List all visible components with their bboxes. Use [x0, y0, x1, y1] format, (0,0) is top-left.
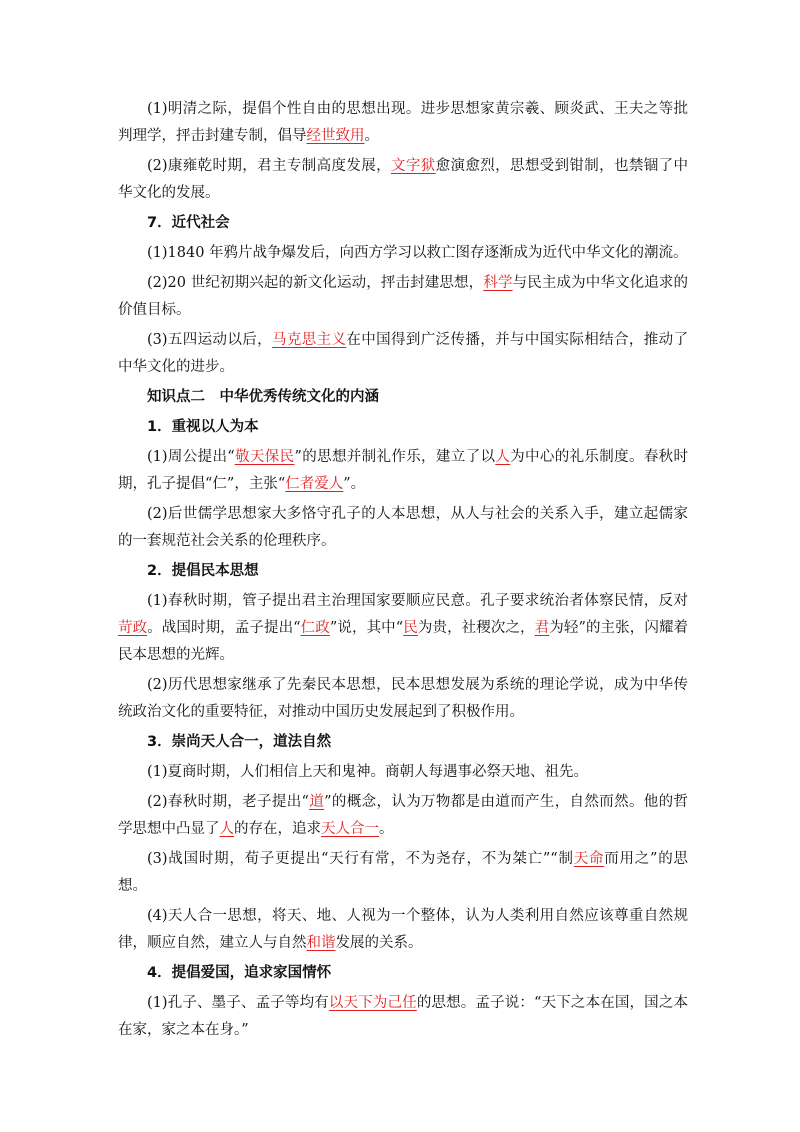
text-segment: ”说，其中“	[329, 620, 404, 636]
paragraph	[118, 759, 688, 786]
text-segment: 在中国得到广泛传播，并与中国实际相结合，推动了中华文化的进步。	[118, 332, 688, 375]
paragraph	[118, 789, 688, 843]
text-segment: 知识点二 中华优秀传统文化的内涵	[147, 389, 379, 405]
highlighted-term: 人	[495, 449, 511, 465]
text-segment: 愈演愈烈，思想受到钳制，也禁锢了中华文化的发展。	[118, 158, 689, 201]
highlighted-term: 民	[403, 620, 418, 636]
highlighted-term: 经世致用	[306, 128, 365, 144]
highlighted-term: 天人合一	[321, 821, 379, 837]
highlighted-term: 敬天保民	[234, 449, 295, 465]
text-segment: 为中心的礼乐制度。春秋时期，孔子提倡“仁”，主张“	[118, 449, 689, 492]
text-segment: (2)后世儒学思想家大多恪守孔子的人本思想，从人与社会的关系入手，建立起儒家的一套规范社会关系的伦理秩序。	[118, 506, 688, 549]
text-segment: 。战国时期，孟子提出“	[147, 620, 301, 636]
paragraph	[118, 96, 688, 150]
text-segment: 。	[364, 128, 379, 144]
text-segment: ”。	[343, 476, 366, 492]
highlighted-term: 人	[219, 821, 234, 837]
text-segment: (1)1840 年鸦片战争爆发后，向西方学习以救亡图存逐渐成为近代中华文化的潮流。	[147, 245, 688, 261]
paragraph	[118, 501, 688, 555]
section-heading	[118, 558, 688, 585]
document-page	[118, 96, 688, 1047]
text-segment: (1)明清之际，提倡个性自由的思想出现。进步思想家黄宗羲、顾炎武、王夫之等批判理学，抨击封建专制，倡导	[118, 101, 688, 144]
text-segment: 2．提倡民本思想	[147, 563, 259, 579]
section-heading	[118, 414, 688, 441]
paragraph	[118, 270, 688, 324]
text-segment: (2)历代思想家继承了先秦民本思想，民本思想发展为系统的理论学说，成为中华传统政治文化的重要特征，对推动中国历史发展起到了积极作用。	[118, 677, 688, 720]
text-segment: ”的概念，认为万物都是由道而产生，自然而然。他的哲学思想中凸显了	[118, 794, 688, 837]
highlighted-term: 马克思主义	[272, 332, 347, 348]
section-heading	[118, 210, 688, 237]
text-segment: (1)春秋时期，管子提出君主治理国家要顺应民意。孔子要求统治者体察民情，反对	[147, 593, 688, 609]
text-segment: (2)康雍乾时期，君主专制高度发展，	[147, 158, 391, 174]
text-segment: 7．近代社会	[147, 215, 230, 231]
text-segment: 1．重视以人为本	[147, 419, 259, 435]
text-segment: 。	[379, 821, 394, 837]
paragraph	[118, 153, 688, 207]
paragraph	[118, 672, 688, 726]
text-segment: 的存在，追求	[234, 821, 321, 837]
highlighted-term: 仁政	[300, 620, 330, 636]
highlighted-term: 科学	[483, 275, 513, 291]
text-segment: (1)孔子、墨子、孟子等均有	[147, 995, 329, 1011]
text-segment: (2)春秋时期，老子提出“	[147, 794, 309, 810]
text-segment: 3．崇尚天人合一，道法自然	[147, 734, 332, 750]
paragraph	[118, 903, 688, 957]
text-segment: ”的思想并制礼作乐，建立了以	[294, 449, 496, 465]
paragraph	[118, 846, 688, 900]
text-segment: (2)20 世纪初期兴起的新文化运动，抨击封建思想，	[147, 275, 484, 291]
text-segment: 4．提倡爱国，追求家国情怀	[147, 965, 332, 981]
paragraph	[118, 990, 688, 1044]
highlighted-term: 天命	[573, 851, 605, 867]
highlighted-term: 以天下为己任	[328, 995, 417, 1011]
paragraph	[118, 240, 688, 267]
text-segment: (4)天人合一思想，将天、地、人视为一个整体，认为人类利用自然应该尊重自然规律，顺应自然，建立人与自然	[118, 908, 688, 951]
section-heading	[118, 960, 688, 987]
highlighted-term: 苛政	[118, 620, 148, 636]
highlighted-term: 文字狱	[390, 158, 436, 174]
paragraph	[118, 444, 688, 498]
highlighted-term: 道	[308, 794, 325, 810]
text-segment: 为贵，社稷次之，	[417, 620, 535, 636]
text-segment: 发展的关系。	[335, 935, 423, 951]
section-heading	[118, 729, 688, 756]
paragraph	[118, 588, 688, 669]
paragraph	[118, 327, 688, 381]
text-segment: (3)战国时期，荀子更提出“天行有常，不为尧存，不为桀亡”“制	[147, 851, 574, 867]
text-segment: 而用之”的思想。	[118, 851, 688, 894]
text-segment: 与民主成为中华文化追求的价值目标。	[118, 275, 688, 318]
text-segment: 的思想。孟子说：“天下之本在国，国之本在家，家之本在身。”	[118, 995, 688, 1038]
text-segment: (3)五四运动以后，	[147, 332, 272, 348]
highlighted-term: 君	[534, 620, 550, 636]
highlighted-term: 和谐	[306, 935, 336, 951]
text-segment: 为轻”的主张，闪耀着民本思想的光辉。	[118, 620, 689, 663]
section-heading	[118, 384, 688, 411]
highlighted-term: 仁者爱人	[285, 476, 344, 492]
text-segment: (1)周公提出“	[147, 449, 235, 465]
text-segment: (1)夏商时期，人们相信上天和鬼神。商朝人每遇事必祭天地、祖先。	[147, 764, 589, 780]
